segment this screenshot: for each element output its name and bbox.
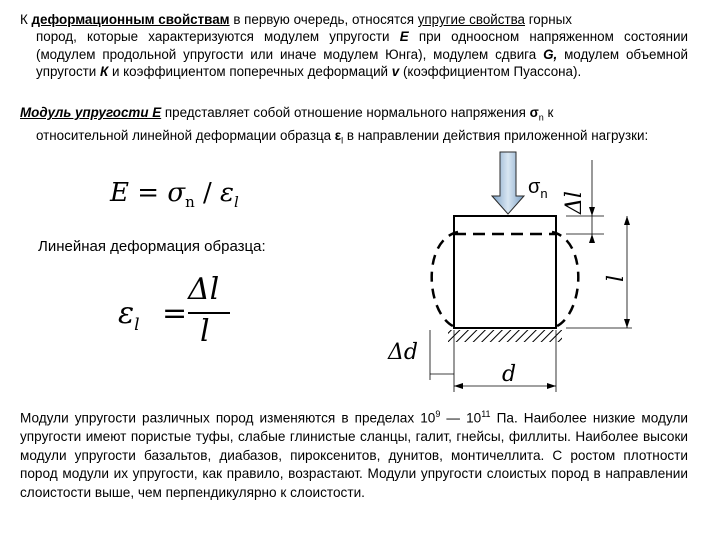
dimension-arrow <box>547 383 556 389</box>
subscript: l <box>341 135 344 146</box>
dimension-arrow <box>624 216 630 225</box>
moduli-range-paragraph <box>20 405 688 502</box>
formula-eq: = <box>162 296 188 331</box>
text: (коэффициентом Пуассона). <box>399 64 582 80</box>
symbol-G: G, <box>543 46 558 62</box>
formula-sub: l <box>134 315 140 335</box>
text: Модули упругости различных пород изменяются в пределах 10 <box>20 410 436 426</box>
formula-denominator: l <box>200 314 210 349</box>
text: К <box>20 12 32 27</box>
formula-slash: / <box>194 178 221 208</box>
formula-epsilon: ε <box>118 296 135 331</box>
load-arrow <box>492 152 524 214</box>
text: в направлении действия приложенной нагрузки: <box>343 128 649 144</box>
text: Па. Наиболее низкие модули упругости имеют пористые туфы, слабые глинистые сланцы, галит, гнейсы, филлиты. Наиболее высоки модули упругости базальтов, диабазов, пироксенитов, дунитов, монтичеллита. С ростом плотности пород модули их упругости, как правило, возрастают. Модули упругости слоистых пород в направлении слоистости выше, чем перпендикулярно к слоистости. <box>20 410 688 500</box>
exponent: 11 <box>481 409 491 419</box>
formula-eq: = <box>128 178 168 208</box>
sigma-symbol: σ <box>528 176 541 198</box>
formula-sub: n <box>185 193 195 212</box>
formula-epsilon: ε <box>220 178 234 208</box>
symbol-v: v <box>391 64 400 80</box>
text: при одноосном напряженном состоянии (модулем продольной упругости или иначе модулем Юнга), модулем сдвига <box>36 29 689 62</box>
term-elastic-modulus: Модуль упругости E <box>20 105 162 120</box>
formula-E: E <box>110 178 129 208</box>
dimension-arrow <box>589 234 595 243</box>
sigma-n-label <box>528 176 548 201</box>
text: — 10 <box>440 410 482 426</box>
delta-d-label: Δd <box>388 340 418 365</box>
term-deformation-properties: деформационным свойствам <box>31 12 230 27</box>
formula-numerator: Δl <box>188 272 220 307</box>
symbol-epsilon: ε <box>334 128 342 144</box>
formula-sigma: σ <box>167 178 186 208</box>
exponent: 9 <box>435 409 441 419</box>
subscript: n <box>538 112 544 123</box>
text: относительной линейной деформации образца <box>36 128 335 144</box>
linear-deformation-label: Линейная деформация образца: <box>38 238 266 255</box>
text: и коэффициентом поперечных деформаций <box>108 64 392 80</box>
text: пород, которые характеризуются модулем упругости <box>36 29 400 45</box>
term-elastic-properties: упругие свойства <box>417 12 525 27</box>
delta-l-label: Δl <box>562 191 587 214</box>
text: в первую очередь, относятся <box>229 12 418 27</box>
text: горных <box>525 12 572 27</box>
symbol-E: E <box>399 29 409 45</box>
symbol-sigma: σ <box>529 105 539 120</box>
text: представляет собой отношение нормального напряжения <box>161 105 530 120</box>
text: к <box>543 105 554 120</box>
text: модулем объемной упругости <box>36 46 689 80</box>
symbol-K: К <box>100 64 109 80</box>
dimension-arrow <box>589 207 595 216</box>
dimension-arrow <box>454 383 463 389</box>
d-label: d <box>502 362 517 387</box>
dimension-arrow <box>624 319 630 328</box>
l-label: l <box>604 274 629 282</box>
formula-sub: l <box>233 193 239 212</box>
sigma-subscript: n <box>540 186 548 201</box>
base-hatching <box>448 330 562 342</box>
